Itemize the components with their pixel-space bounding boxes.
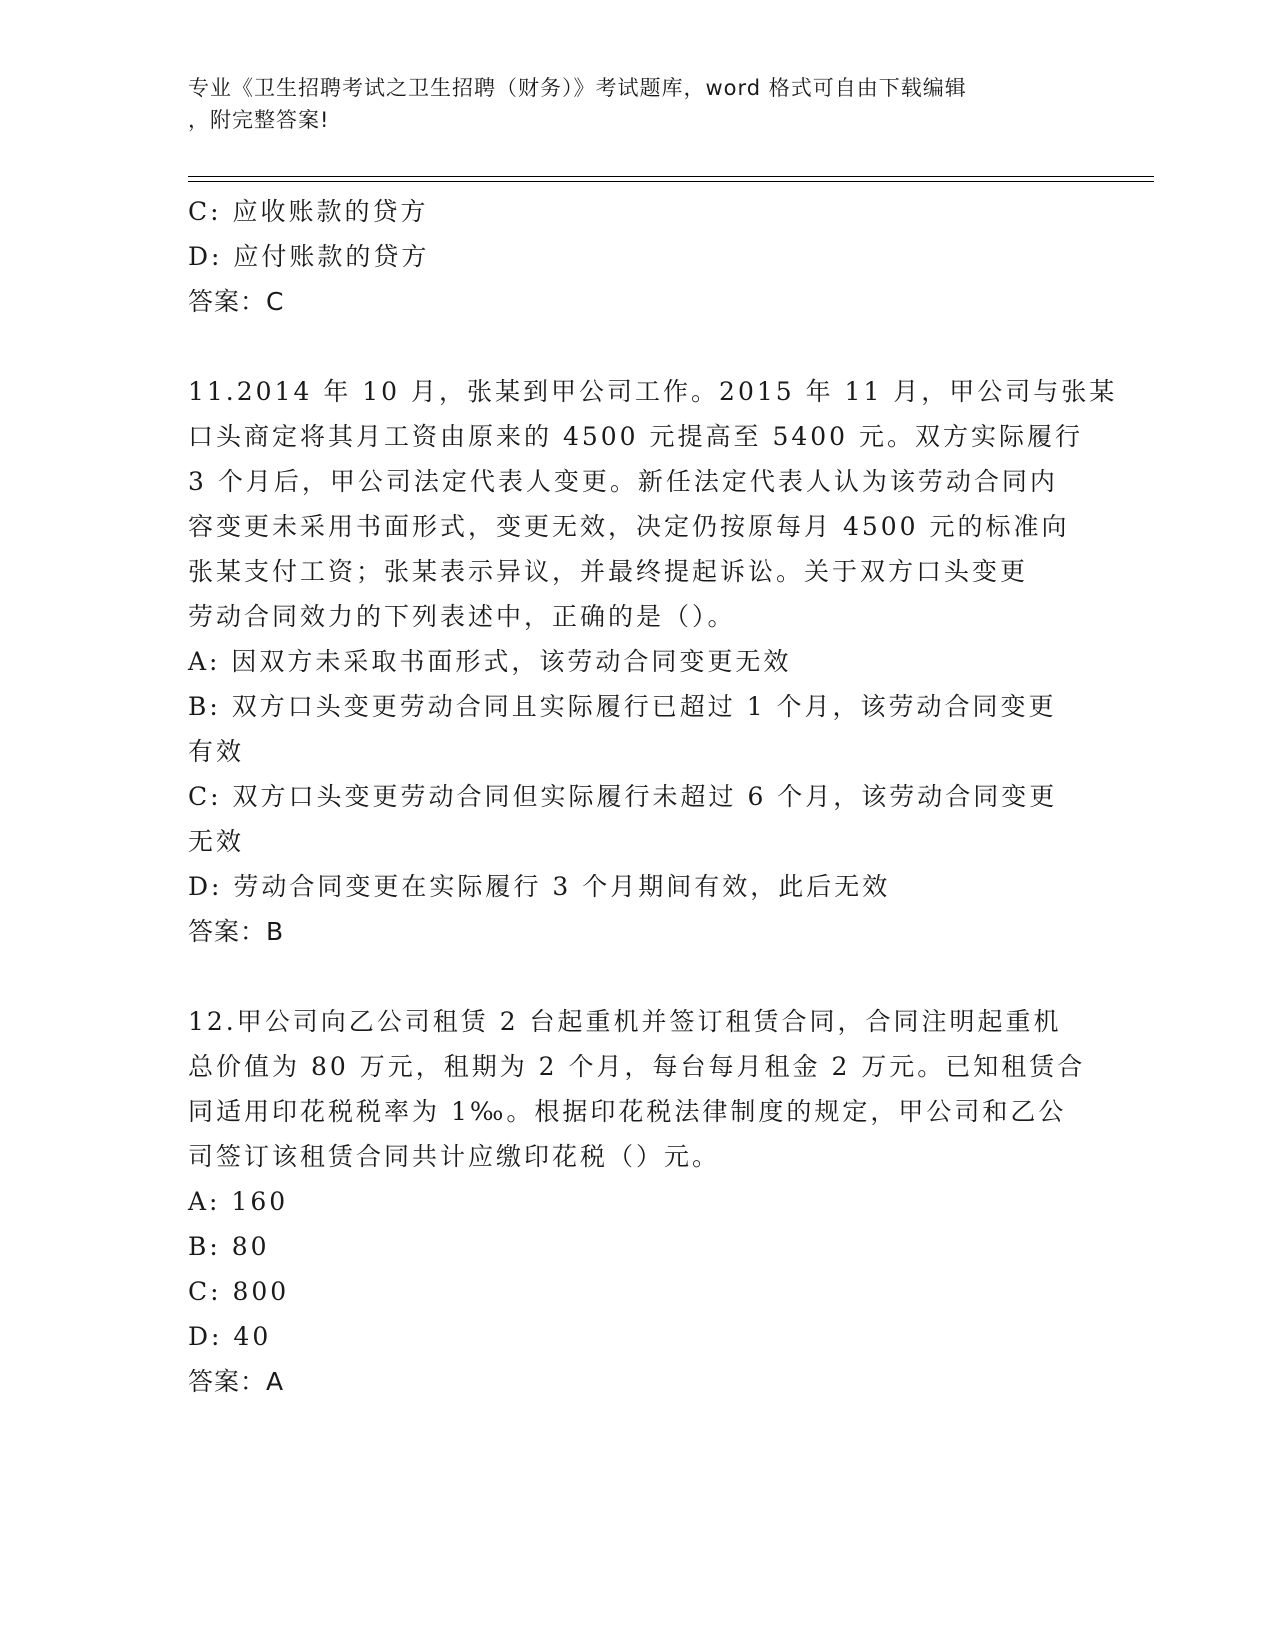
- answer: 答案：C: [188, 287, 285, 316]
- option-b-continued: 有效: [188, 737, 245, 766]
- option-d: D: 劳动合同变更在实际履行 3 个月期间有效，此后无效: [188, 872, 891, 901]
- answer: 答案：A: [188, 1367, 285, 1396]
- question-text-line: 总价值为 80 万元，租期为 2 个月，每台每月租金 2 万元。已知租赁合: [188, 1052, 1086, 1081]
- option-c: C: 800: [188, 1277, 290, 1306]
- spacer: [188, 954, 1088, 999]
- spacer: [188, 324, 1088, 369]
- option-c: C: 双方口头变更劳动合同但实际履行未超过 6 个月，该劳动合同变更: [188, 782, 1058, 811]
- question-10-continued: [188, 189, 1088, 324]
- option-b: B: 双方口头变更劳动合同且实际履行已超过 1 个月，该劳动合同变更: [188, 692, 1057, 721]
- question-text-line: 容变更未采用书面形式，变更无效，决定仍按原每月 4500 元的标准向: [188, 512, 1070, 541]
- question-text-line: 同适用印花税税率为 1‰。根据印花税法律制度的规定，甲公司和乙公: [188, 1097, 1067, 1126]
- header-line-2: ，附完整答案!: [188, 108, 330, 132]
- question-text-line: 口头商定将其月工资由原来的 4500 元提高至 5400 元。双方实际履行: [188, 422, 1084, 451]
- question-text-line: 11.2014 年 10 月，张某到甲公司工作。2015 年 11 月，甲公司与张某: [188, 377, 1118, 406]
- question-text-line: 劳动合同效力的下列表述中，正确的是（）。: [188, 602, 736, 631]
- question-text-line: 12.甲公司向乙公司租赁 2 台起重机并签订租赁合同，合同注明起重机: [188, 1007, 1062, 1036]
- header-line-1: 专业《卫生招聘考试之卫生招聘（财务）》考试题库，word 格式可自由下载编辑: [188, 76, 967, 100]
- option-c-continued: 无效: [188, 827, 245, 856]
- option-a: A: 因双方未采取书面形式，该劳动合同变更无效: [188, 647, 792, 676]
- option-c: C: 应收账款的贷方: [188, 197, 429, 226]
- document-header: [188, 72, 1088, 136]
- header-divider-bottom: [188, 181, 1154, 182]
- question-text-line: 张某支付工资；张某表示异议，并最终提起诉讼。关于双方口头变更: [188, 557, 1029, 586]
- question-text-line: 司签订该租赁合同共计应缴印花税（）元。: [188, 1142, 721, 1171]
- option-a: A: 160: [188, 1187, 289, 1216]
- document-body: [188, 189, 1118, 1404]
- option-d: D: 40: [188, 1322, 272, 1351]
- answer: 答案：B: [188, 917, 285, 946]
- question-12: [188, 999, 1088, 1404]
- option-d: D: 应付账款的贷方: [188, 242, 430, 271]
- question-text-line: 3 个月后，甲公司法定代表人变更。新任法定代表人认为该劳动合同内: [188, 467, 1058, 496]
- header-divider-top: [188, 176, 1154, 177]
- option-b: B: 80: [188, 1232, 270, 1261]
- question-11: [188, 369, 1118, 954]
